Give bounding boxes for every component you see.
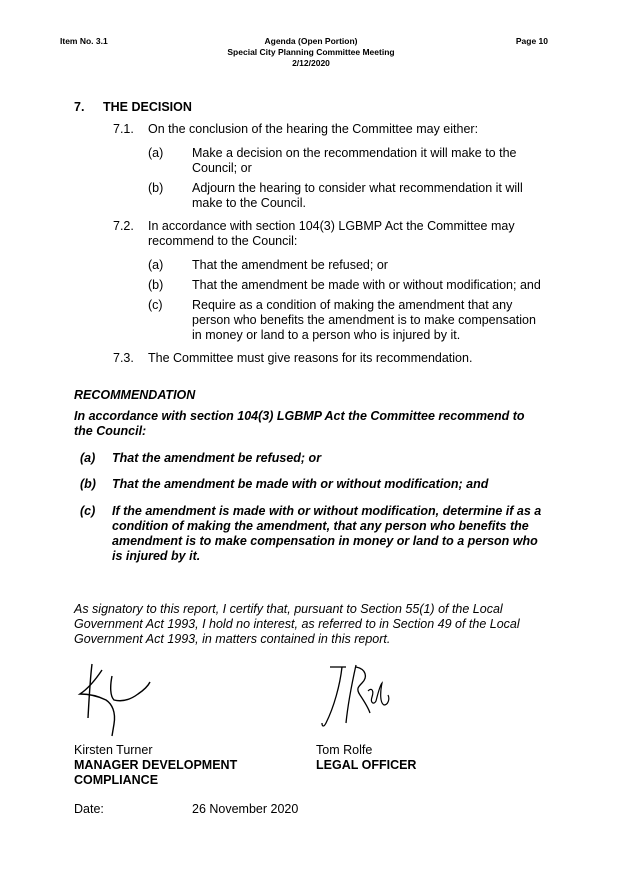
sub-label: (a) — [148, 258, 164, 272]
meeting-date: 2/12/2020 — [292, 58, 330, 68]
agenda-title: Agenda (Open Portion) — [264, 36, 358, 46]
signatory-title — [74, 758, 237, 788]
clause-number: 7.1. — [113, 122, 134, 136]
section-number: 7. — [74, 100, 85, 114]
clause-text-line: recommend to the Council: — [148, 234, 298, 248]
sub-text: That the amendment be refused; or — [192, 258, 388, 272]
sub-text — [192, 298, 536, 343]
certification-line: Government Act 1993, I hold no interest, as referred to in Section 49 of the Local — [74, 617, 520, 631]
clause-number: 7.3. — [113, 351, 134, 365]
recommendation-intro-line: the Council: — [74, 424, 147, 438]
recommendation-text-line: If the amendment is made with or without modification, determine if as a — [112, 504, 542, 518]
certification-statement — [74, 602, 520, 647]
sub-text-line: make to the Council. — [192, 196, 306, 210]
signatory-title-line: MANAGER DEVELOPMENT — [74, 758, 238, 772]
sub-text — [192, 146, 516, 176]
sub-label: (b) — [148, 181, 164, 195]
clause-text: On the conclusion of the hearing the Committee may either: — [148, 122, 479, 136]
recommendation-text: That the amendment be made with or without modification; and — [112, 477, 489, 491]
recommendation-intro-line: In accordance with section 104(3) LGBMP Act the Committee recommend to — [74, 409, 525, 423]
signatory-title: LEGAL OFFICER — [316, 758, 417, 772]
sub-label: (b) — [148, 278, 164, 292]
agenda-header — [160, 36, 462, 69]
signatory-title-line: COMPLIANCE — [74, 773, 159, 787]
page-number: Page 10 — [515, 36, 548, 46]
signature-kirsten-turner-icon — [72, 660, 162, 740]
clause-text: The Committee must give reasons for its recommendation. — [148, 351, 473, 365]
signatory-name: Kirsten Turner — [74, 743, 153, 757]
certification-line: Government Act 1993, in matters contained in this report. — [74, 632, 391, 646]
recommendation-heading: RECOMMENDATION — [74, 388, 196, 402]
recommendation-label: (a) — [80, 451, 96, 465]
sub-text-line: Council; or — [192, 161, 252, 175]
recommendation-intro — [74, 409, 525, 439]
sub-text-line: in money or land to a person who is injured by it. — [192, 328, 461, 342]
sub-text-line: Make a decision on the recommendation it will make to the — [192, 146, 517, 160]
sub-label: (c) — [148, 298, 163, 312]
date-value: 26 November 2020 — [192, 802, 299, 816]
date-label: Date: — [74, 802, 104, 816]
recommendation-text-line: condition of making the amendment, that any person who benefits the — [112, 519, 529, 533]
sub-text-line: person who benefits the amendment is to make compensation — [192, 313, 536, 327]
certification-line: As signatory to this report, I certify that, pursuant to Section 55(1) of the Local — [74, 602, 503, 616]
sub-text-line: Require as a condition of making the amendment that any — [192, 298, 513, 312]
recommendation-label: (c) — [80, 504, 96, 518]
signature-tom-rolfe-icon — [316, 663, 396, 733]
section-title: THE DECISION — [103, 100, 192, 114]
sub-text-line: Adjourn the hearing to consider what recommendation it will — [192, 181, 523, 195]
sub-text: That the amendment be made with or without modification; and — [192, 278, 541, 292]
sub-label: (a) — [148, 146, 164, 160]
recommendation-text-line: amendment is to make compensation in money or land to a person who — [112, 534, 538, 548]
signatory-name: Tom Rolfe — [316, 743, 373, 757]
clause-number: 7.2. — [113, 219, 134, 233]
clause-text-line: In accordance with section 104(3) LGBMP Act the Committee may — [148, 219, 515, 233]
recommendation-label: (b) — [80, 477, 96, 491]
item-number: Item No. 3.1 — [60, 36, 108, 46]
sub-text — [192, 181, 523, 211]
recommendation-text — [112, 504, 541, 564]
recommendation-text-line: is injured by it. — [112, 549, 201, 563]
meeting-name: Special City Planning Committee Meeting — [227, 47, 395, 57]
recommendation-text: That the amendment be refused; or — [112, 451, 322, 465]
clause-text — [148, 219, 515, 249]
